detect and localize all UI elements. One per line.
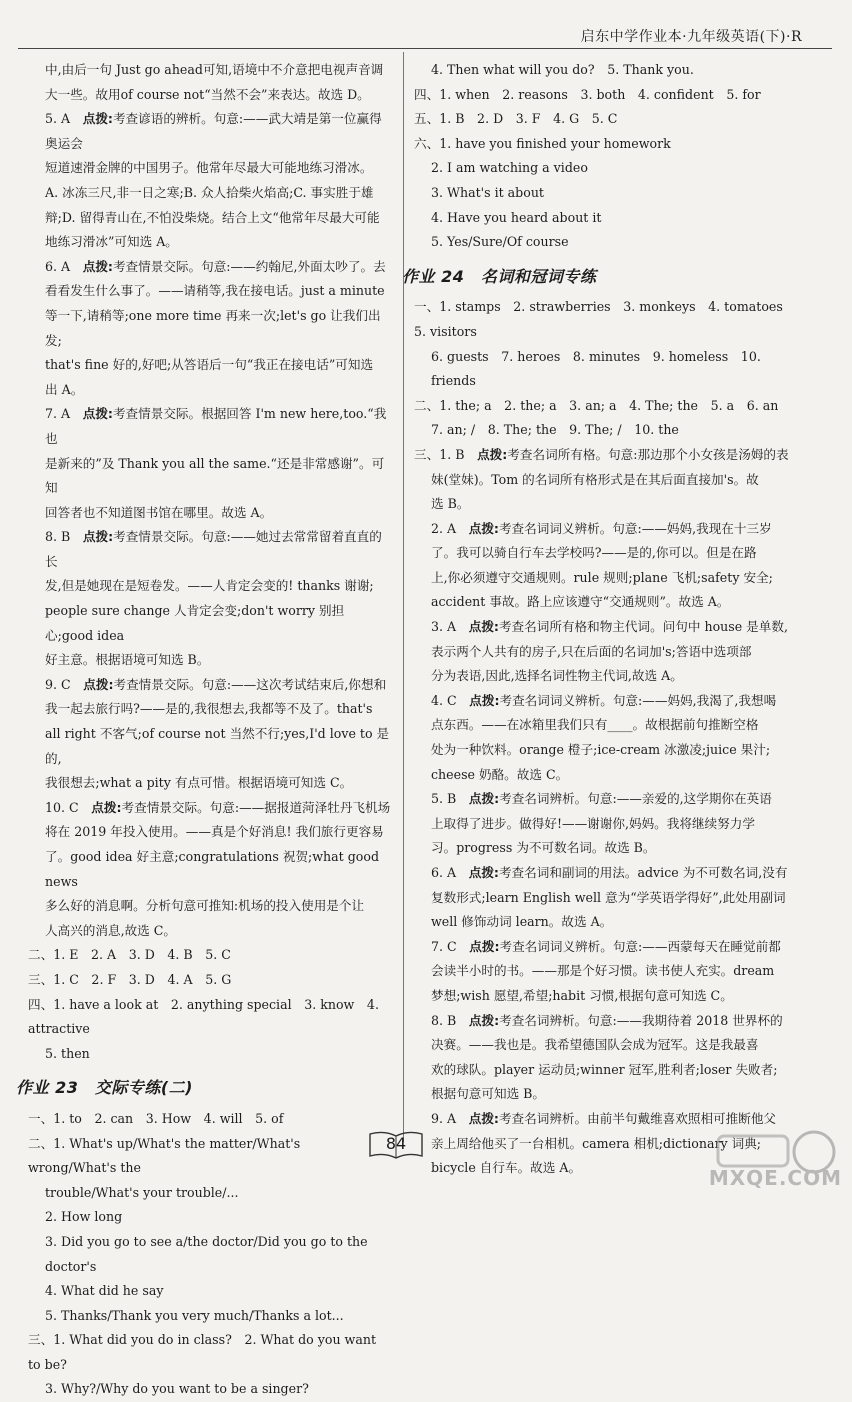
hint-text: 考查情景交际。句意:——约翰尼,外面太吵了。去: [112, 258, 386, 274]
text-line: 习。progress 为不可数名词。故选 B。: [431, 840, 656, 856]
hint-text: 考查名词辨析。句意:——我期待着 2018 世界杯的: [499, 1012, 783, 1028]
text-line: 上,你必须遵守交通规则。rule 规则;plane 飞机;safety 安全;: [431, 569, 773, 585]
text-line: 7. an; / 8. The; the 9. The; / 10. the: [431, 422, 679, 438]
text-line: 妹(堂妹)。Tom 的名词所有格形式是在其后面直接加's。故: [431, 471, 759, 487]
hint-text: 考查名词所有格和物主代词。问句中 house 是单数,: [498, 619, 788, 635]
text-line: 4. Then what will you do? 5. Thank you.: [431, 62, 694, 77]
text-line: 梦想;wish 愿望,希望;habit 习惯,根据句意可知选 C。: [431, 987, 733, 1003]
hint-text: 考查名词词义辨析。句意:——妈妈,我渴了,我想喝: [499, 692, 777, 708]
hint-text: 考查名词词义辨析。句意:——妈妈,我现在十三岁: [498, 520, 772, 536]
hint-text: 考查情景交际。句意:——她过去常常留着直直的长: [45, 529, 382, 569]
text-line: 5. then: [45, 1045, 90, 1061]
answer-key: 4. C: [431, 692, 470, 708]
text-line: 回答者也不知道图书馆在哪里。故选 A。: [45, 504, 273, 520]
text-line: 一、1. stamps 2. strawberries 3. monkeys 4. tomatoes 5. visitors: [414, 299, 796, 339]
answer-key: 8. B: [431, 1012, 469, 1028]
answer-item: [414, 689, 796, 714]
answer-item: [414, 443, 796, 468]
answer-key: 8. B: [45, 529, 83, 545]
text-line: 3. Did you go to see a/the doctor/Did you go to the doctor's: [45, 1233, 368, 1274]
text-line: 复数形式;learn English well 意为“学英语学得好”,此处用副词: [431, 889, 786, 905]
text-line: cheese 奶酪。故选 C。: [431, 766, 569, 782]
hint-label: 点拨:: [468, 791, 500, 807]
left-column: [16, 58, 392, 1402]
answer-item: [414, 787, 796, 812]
hint-text: 考查情景交际。根据回答 I'm new here,too.“我也: [45, 406, 387, 446]
answer-key: 9. A: [431, 1110, 469, 1126]
text-line: 好主意。根据语境可知选 B。: [45, 652, 210, 668]
text-line: 中,由后一句 Just go ahead可知,语境中不介意把电视声音调: [45, 62, 384, 77]
answer-key: 三、1. B: [414, 446, 478, 462]
text-line: bicycle 自行车。故选 A。: [431, 1160, 582, 1176]
hint-label: 点拨:: [477, 446, 508, 462]
text-line: 等一下,请稍等;one more time 再来一次;let's go 让我们出发;: [45, 307, 381, 348]
hint-label: 点拨:: [468, 520, 499, 536]
text-line: 决赛。——我也是。我希望德国队会成为冠军。这是我最喜: [431, 1037, 759, 1053]
header-title: 启东中学作业本·九年级英语(下)·R: [580, 29, 802, 45]
answer-key: 6. A: [45, 258, 83, 274]
text-line: 5. Yes/Sure/Of course: [431, 234, 569, 250]
answer-item: [414, 1009, 796, 1034]
text-line: 是新来的”及 Thank you all the same.“还是非常感谢”。可知: [45, 455, 385, 496]
text-line: 五、1. B 2. D 3. F 4. G 5. C: [414, 111, 618, 127]
text-line: 选 B。: [431, 496, 470, 512]
text-line: 二、1. the; a 2. the; a 3. an; a 4. The; the 5. a 6. an: [414, 397, 779, 413]
hint-text: 考查情景交际。句意:——据报道菏泽牡丹飞机场: [121, 799, 391, 815]
answer-item: [414, 935, 796, 960]
answer-item: [414, 615, 796, 640]
answer-key: 6. A: [431, 865, 469, 880]
watermark-text: MXQE.COM: [708, 1166, 842, 1190]
hint-text: 考查名词词义辨析。句意:——西蒙每天在睡觉前都: [499, 938, 781, 954]
text-line: 处为一种饮料。orange 橙子;ice-cream 冰激凌;juice 果汁;: [431, 742, 771, 758]
text-line: 一、1. to 2. can 3. How 4. will 5. of: [28, 1110, 284, 1126]
text-line: 辩;D. 留得青山在,不怕没柴烧。结合上文“他常年尽最大可能: [45, 209, 380, 225]
hint-label: 点拨:: [469, 692, 500, 708]
text-line: 点东西。——在冰箱里我们只有____。故根据前句推断空格: [431, 717, 759, 733]
answer-key: 2. A: [431, 520, 469, 536]
text-line: 人高兴的消息,故选 C。: [45, 922, 176, 938]
hint-label: 点拨:: [469, 938, 500, 954]
text-line: 二、1. What's up/What's the matter/What's wrong/What's the: [28, 1135, 301, 1176]
section-heading: 作业 24 名词和冠词专练: [402, 266, 597, 286]
text-line: 会读半小时的书。——那是个好习惯。读书使人充实。dream: [431, 963, 775, 979]
text-line: 将在 2019 年投入使用。——真是个好消息! 我们旅行更容易: [45, 824, 384, 840]
text-line: 4. What did he say: [45, 1283, 164, 1299]
hint-text: 考查名词所有格。句意:那边那个小女孩是汤姆的表: [507, 446, 789, 462]
text-line: 根据句意可知选 B。: [431, 1086, 546, 1102]
text-line: 二、1. E 2. A 3. D 4. B 5. C: [28, 947, 231, 963]
text-line: 短道速滑金牌的中国男子。他常年尽最大可能地练习滑冰。: [45, 160, 373, 176]
right-column: [402, 58, 796, 1181]
answer-item: [28, 525, 392, 574]
text-line: 大一些。故用of course not“当然不会”来表达。故选 D。: [45, 86, 370, 102]
answer-item: [28, 673, 392, 698]
text-line: 分为表语,因此,选择名词性物主代词,故选 A。: [431, 668, 683, 684]
text-line: well 修饰动词 learn。故选 A。: [431, 914, 613, 930]
text-line: 亲上周给他买了一台相机。camera 相机;dictionary 词典;: [431, 1135, 762, 1151]
answer-key: 10. C: [45, 799, 92, 815]
text-line: 6. guests 7. heroes 8. minutes 9. homeless 10. friends: [431, 348, 761, 389]
hint-text: 考查情景交际。句意:——这次考试结束后,你想和: [113, 676, 387, 692]
text-line: 看看发生什么事了。——请稍等,我在接电话。just a minute: [45, 283, 385, 299]
answer-item: [28, 402, 392, 451]
text-line: 发,但是她现在是短卷发。——人肯定会变的! thanks 谢谢;: [45, 578, 374, 594]
text-line: 四、1. have a look at 2. anything special 3. know 4. attractive: [28, 996, 379, 1037]
watermark-logo: [706, 1124, 846, 1194]
section-heading: 作业 23 交际专练(二): [16, 1078, 193, 1098]
answer-key: 3. A: [431, 619, 469, 635]
text-line: all right 不客气;of course not 当然不行;yes,I'd love to 是的,: [45, 726, 390, 766]
answer-item: [414, 861, 796, 886]
text-line: 三、1. What did you do in class? 2. What do you want to be?: [28, 1332, 377, 1372]
text-line: 出 A。: [45, 381, 84, 397]
hint-label: 点拨:: [83, 676, 114, 692]
answer-item: [28, 107, 392, 156]
text-line: A. 冰冻三尺,非一日之寒;B. 众人拾柴火焰高;C. 事实胜于雄: [45, 184, 374, 200]
text-line: accident 事故。路上应该遵守“交通规则”。故选 A。: [431, 594, 730, 610]
hint-label: 点拨:: [468, 865, 499, 880]
hint-label: 点拨:: [468, 1110, 499, 1126]
text-line: people sure change 人肯定会变;don't worry 别担心;good idea: [45, 603, 345, 643]
hint-label: 点拨:: [82, 111, 113, 127]
answer-key: 9. C: [45, 676, 84, 692]
answer-key: 5. B: [431, 791, 469, 807]
text-line: 5. Thanks/Thank you very much/Thanks a lot...: [45, 1307, 344, 1323]
answer-item: [28, 255, 392, 280]
running-header: [18, 18, 832, 49]
hint-text: 考查名词辨析。由前半句戴维喜欢照相可推断他父: [498, 1110, 777, 1126]
text-line: that's fine 好的,好吧;从答语后一句“我正在接电话”可知选: [45, 357, 374, 373]
text-line: 表示两个人共有的房子,只在后面的名词加's;答语中选项部: [431, 643, 752, 659]
hint-label: 点拨:: [468, 619, 499, 635]
text-line: 地练习滑冰”可知选 A。: [45, 234, 178, 250]
text-line: 4. Have you heard about it: [431, 209, 602, 225]
answer-item: [28, 796, 392, 821]
text-line: 我一起去旅行吗?——是的,我很想去,我都等不及了。that's: [45, 701, 373, 717]
text-line: 了。我可以骑自行车去学校吗?——是的,你可以。但是在路: [431, 545, 757, 561]
text-line: trouble/What's your trouble/...: [45, 1184, 239, 1200]
answer-item: [414, 517, 796, 542]
hint-label: 点拨:: [91, 799, 122, 815]
hint-label: 点拨:: [82, 406, 113, 422]
text-line: 四、1. when 2. reasons 3. both 4. confident 5. for: [414, 86, 761, 102]
text-line: 上取得了进步。做得好!——谢谢你,妈妈。我将继续努力学: [431, 815, 755, 831]
text-line: 欢的球队。player 运动员;winner 冠军,胜利者;loser 失败者;: [431, 1061, 778, 1077]
page-number: [366, 1128, 426, 1162]
hint-label: 点拨:: [468, 1012, 500, 1028]
text-line: 六、1. have you finished your homework: [414, 135, 671, 151]
text-line: 三、1. C 2. F 3. D 4. A 5. G: [28, 971, 232, 987]
text-line: 2. How long: [45, 1209, 123, 1225]
answer-key: 5. A: [45, 111, 83, 127]
hint-text: 考查名词辨析。句意:——亲爱的,这学期你在英语: [499, 791, 772, 807]
answer-key: 7. C: [431, 938, 470, 954]
text-line: 3. Why?/Why do you want to be a singer?: [45, 1381, 309, 1397]
hint-label: 点拨:: [82, 529, 114, 545]
answer-key: 7. A: [45, 406, 83, 422]
page-number-text: 84: [385, 1134, 407, 1153]
text-line: 多么好的消息啊。分析句意可推知:机场的投入使用是个让: [45, 898, 365, 914]
hint-text: 考查谚语的辨析。句意:——武大靖是第一位赢得奥运会: [45, 111, 382, 151]
text-line: 2. I am watching a video: [431, 160, 588, 176]
column-divider: [403, 52, 404, 1142]
text-line: 3. What's it about: [431, 184, 544, 200]
hint-label: 点拨:: [82, 258, 113, 274]
hint-text: 考查名词和副词的用法。advice 为不可数名词,没有: [498, 865, 788, 880]
text-line: 了。good idea 好主意;congratulations 祝贺;what good news: [45, 849, 380, 889]
text-line: 我很想去;what a pity 有点可惜。根据语境可知选 C。: [45, 775, 353, 791]
